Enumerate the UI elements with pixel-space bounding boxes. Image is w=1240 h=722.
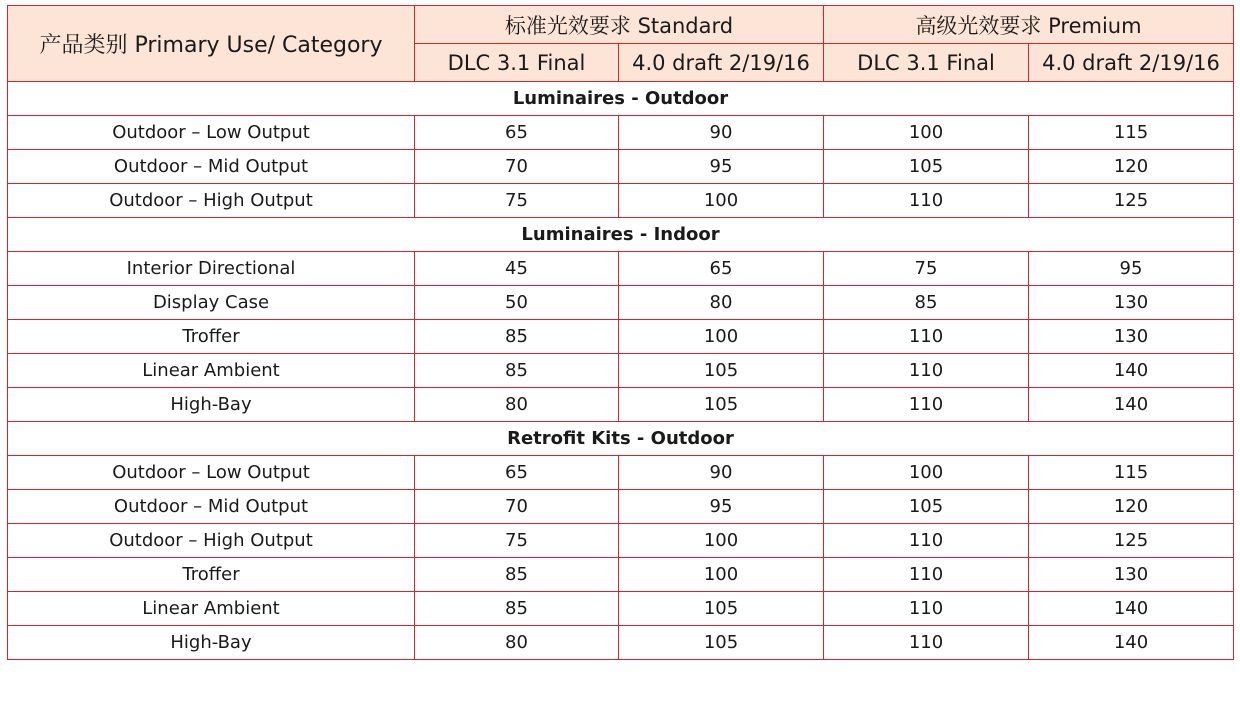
category-cell: Outdoor – High Output	[8, 184, 415, 218]
section-title: Retrofit Kits - Outdoor	[8, 422, 1234, 456]
premium-dlc31-cell: 105	[824, 150, 1029, 184]
standard-dlc31-cell: 75	[415, 524, 619, 558]
premium-draft40-cell: 130	[1029, 286, 1234, 320]
premium-dlc31-cell: 110	[824, 524, 1029, 558]
standard-draft40-cell: 100	[619, 558, 824, 592]
header-row-top	[8, 6, 1234, 44]
standard-draft40-cell: 100	[619, 524, 824, 558]
premium-dlc31-cell: 110	[824, 184, 1029, 218]
standard-dlc31-cell: 70	[415, 150, 619, 184]
table-row	[8, 558, 1234, 592]
premium-dlc31-cell: 100	[824, 456, 1029, 490]
category-cell: Troffer	[8, 558, 415, 592]
premium-dlc31-cell: 105	[824, 490, 1029, 524]
standard-draft40-header: 4.0 draft 2/19/16	[619, 44, 824, 82]
standard-dlc31-cell: 65	[415, 116, 619, 150]
standard-draft40-cell: 65	[619, 252, 824, 286]
table-row	[8, 388, 1234, 422]
standard-dlc31-cell: 75	[415, 184, 619, 218]
standard-dlc31-cell: 85	[415, 354, 619, 388]
standard-draft40-cell: 95	[619, 150, 824, 184]
category-cell: Outdoor – High Output	[8, 524, 415, 558]
premium-dlc31-cell: 85	[824, 286, 1029, 320]
premium-draft40-cell: 140	[1029, 388, 1234, 422]
premium-dlc31-cell: 100	[824, 116, 1029, 150]
standard-draft40-cell: 90	[619, 456, 824, 490]
table-row	[8, 626, 1234, 660]
premium-draft40-cell: 95	[1029, 252, 1234, 286]
standard-draft40-cell: 100	[619, 320, 824, 354]
category-cell: Linear Ambient	[8, 592, 415, 626]
standard-dlc31-header: DLC 3.1 Final	[415, 44, 619, 82]
table-row	[8, 354, 1234, 388]
premium-draft40-cell: 130	[1029, 558, 1234, 592]
premium-dlc31-cell: 110	[824, 626, 1029, 660]
standard-dlc31-cell: 50	[415, 286, 619, 320]
category-cell: High-Bay	[8, 388, 415, 422]
premium-dlc31-cell: 110	[824, 320, 1029, 354]
premium-dlc31-cell: 110	[824, 592, 1029, 626]
premium-draft40-cell: 125	[1029, 184, 1234, 218]
premium-dlc31-cell: 75	[824, 252, 1029, 286]
premium-dlc31-cell: 110	[824, 354, 1029, 388]
premium-draft40-header: 4.0 draft 2/19/16	[1029, 44, 1234, 82]
section-title: Luminaires - Indoor	[8, 218, 1234, 252]
premium-draft40-cell: 125	[1029, 524, 1234, 558]
section-row	[8, 82, 1234, 116]
category-cell: Troffer	[8, 320, 415, 354]
category-cell: Outdoor – Low Output	[8, 116, 415, 150]
standard-dlc31-cell: 80	[415, 626, 619, 660]
efficacy-requirements-table	[7, 5, 1234, 660]
premium-dlc31-cell: 110	[824, 388, 1029, 422]
standard-dlc31-cell: 70	[415, 490, 619, 524]
category-cell: High-Bay	[8, 626, 415, 660]
category-cell: Interior Directional	[8, 252, 415, 286]
section-row	[8, 218, 1234, 252]
table-row	[8, 490, 1234, 524]
category-column-header: 产品类别 Primary Use/ Category	[8, 6, 415, 82]
table-row	[8, 150, 1234, 184]
premium-draft40-cell: 140	[1029, 626, 1234, 660]
section-title: Luminaires - Outdoor	[8, 82, 1234, 116]
premium-dlc31-cell: 110	[824, 558, 1029, 592]
standard-draft40-cell: 105	[619, 388, 824, 422]
premium-dlc31-header: DLC 3.1 Final	[824, 44, 1029, 82]
category-cell: Display Case	[8, 286, 415, 320]
table-row	[8, 524, 1234, 558]
table-row	[8, 286, 1234, 320]
premium-draft40-cell: 115	[1029, 456, 1234, 490]
category-cell: Outdoor – Mid Output	[8, 150, 415, 184]
standard-draft40-cell: 105	[619, 592, 824, 626]
standard-dlc31-cell: 85	[415, 320, 619, 354]
standard-dlc31-cell: 45	[415, 252, 619, 286]
premium-draft40-cell: 140	[1029, 592, 1234, 626]
standard-draft40-cell: 95	[619, 490, 824, 524]
category-cell: Outdoor – Mid Output	[8, 490, 415, 524]
premium-draft40-cell: 140	[1029, 354, 1234, 388]
premium-draft40-cell: 115	[1029, 116, 1234, 150]
section-row	[8, 422, 1234, 456]
standard-draft40-cell: 105	[619, 354, 824, 388]
standard-dlc31-cell: 65	[415, 456, 619, 490]
standard-draft40-cell: 100	[619, 184, 824, 218]
standard-draft40-cell: 105	[619, 626, 824, 660]
table-row	[8, 184, 1234, 218]
category-cell: Outdoor – Low Output	[8, 456, 415, 490]
table-row	[8, 320, 1234, 354]
table-row	[8, 116, 1234, 150]
standard-group-header: 标准光效要求 Standard	[415, 6, 824, 44]
standard-draft40-cell: 90	[619, 116, 824, 150]
standard-dlc31-cell: 85	[415, 592, 619, 626]
standard-dlc31-cell: 85	[415, 558, 619, 592]
table-row	[8, 456, 1234, 490]
table-header	[8, 6, 1234, 82]
premium-draft40-cell: 120	[1029, 150, 1234, 184]
standard-draft40-cell: 80	[619, 286, 824, 320]
premium-draft40-cell: 120	[1029, 490, 1234, 524]
premium-group-header: 高级光效要求 Premium	[824, 6, 1234, 44]
table-body	[8, 82, 1234, 660]
category-cell: Linear Ambient	[8, 354, 415, 388]
table-row	[8, 252, 1234, 286]
table-row	[8, 592, 1234, 626]
standard-dlc31-cell: 80	[415, 388, 619, 422]
premium-draft40-cell: 130	[1029, 320, 1234, 354]
